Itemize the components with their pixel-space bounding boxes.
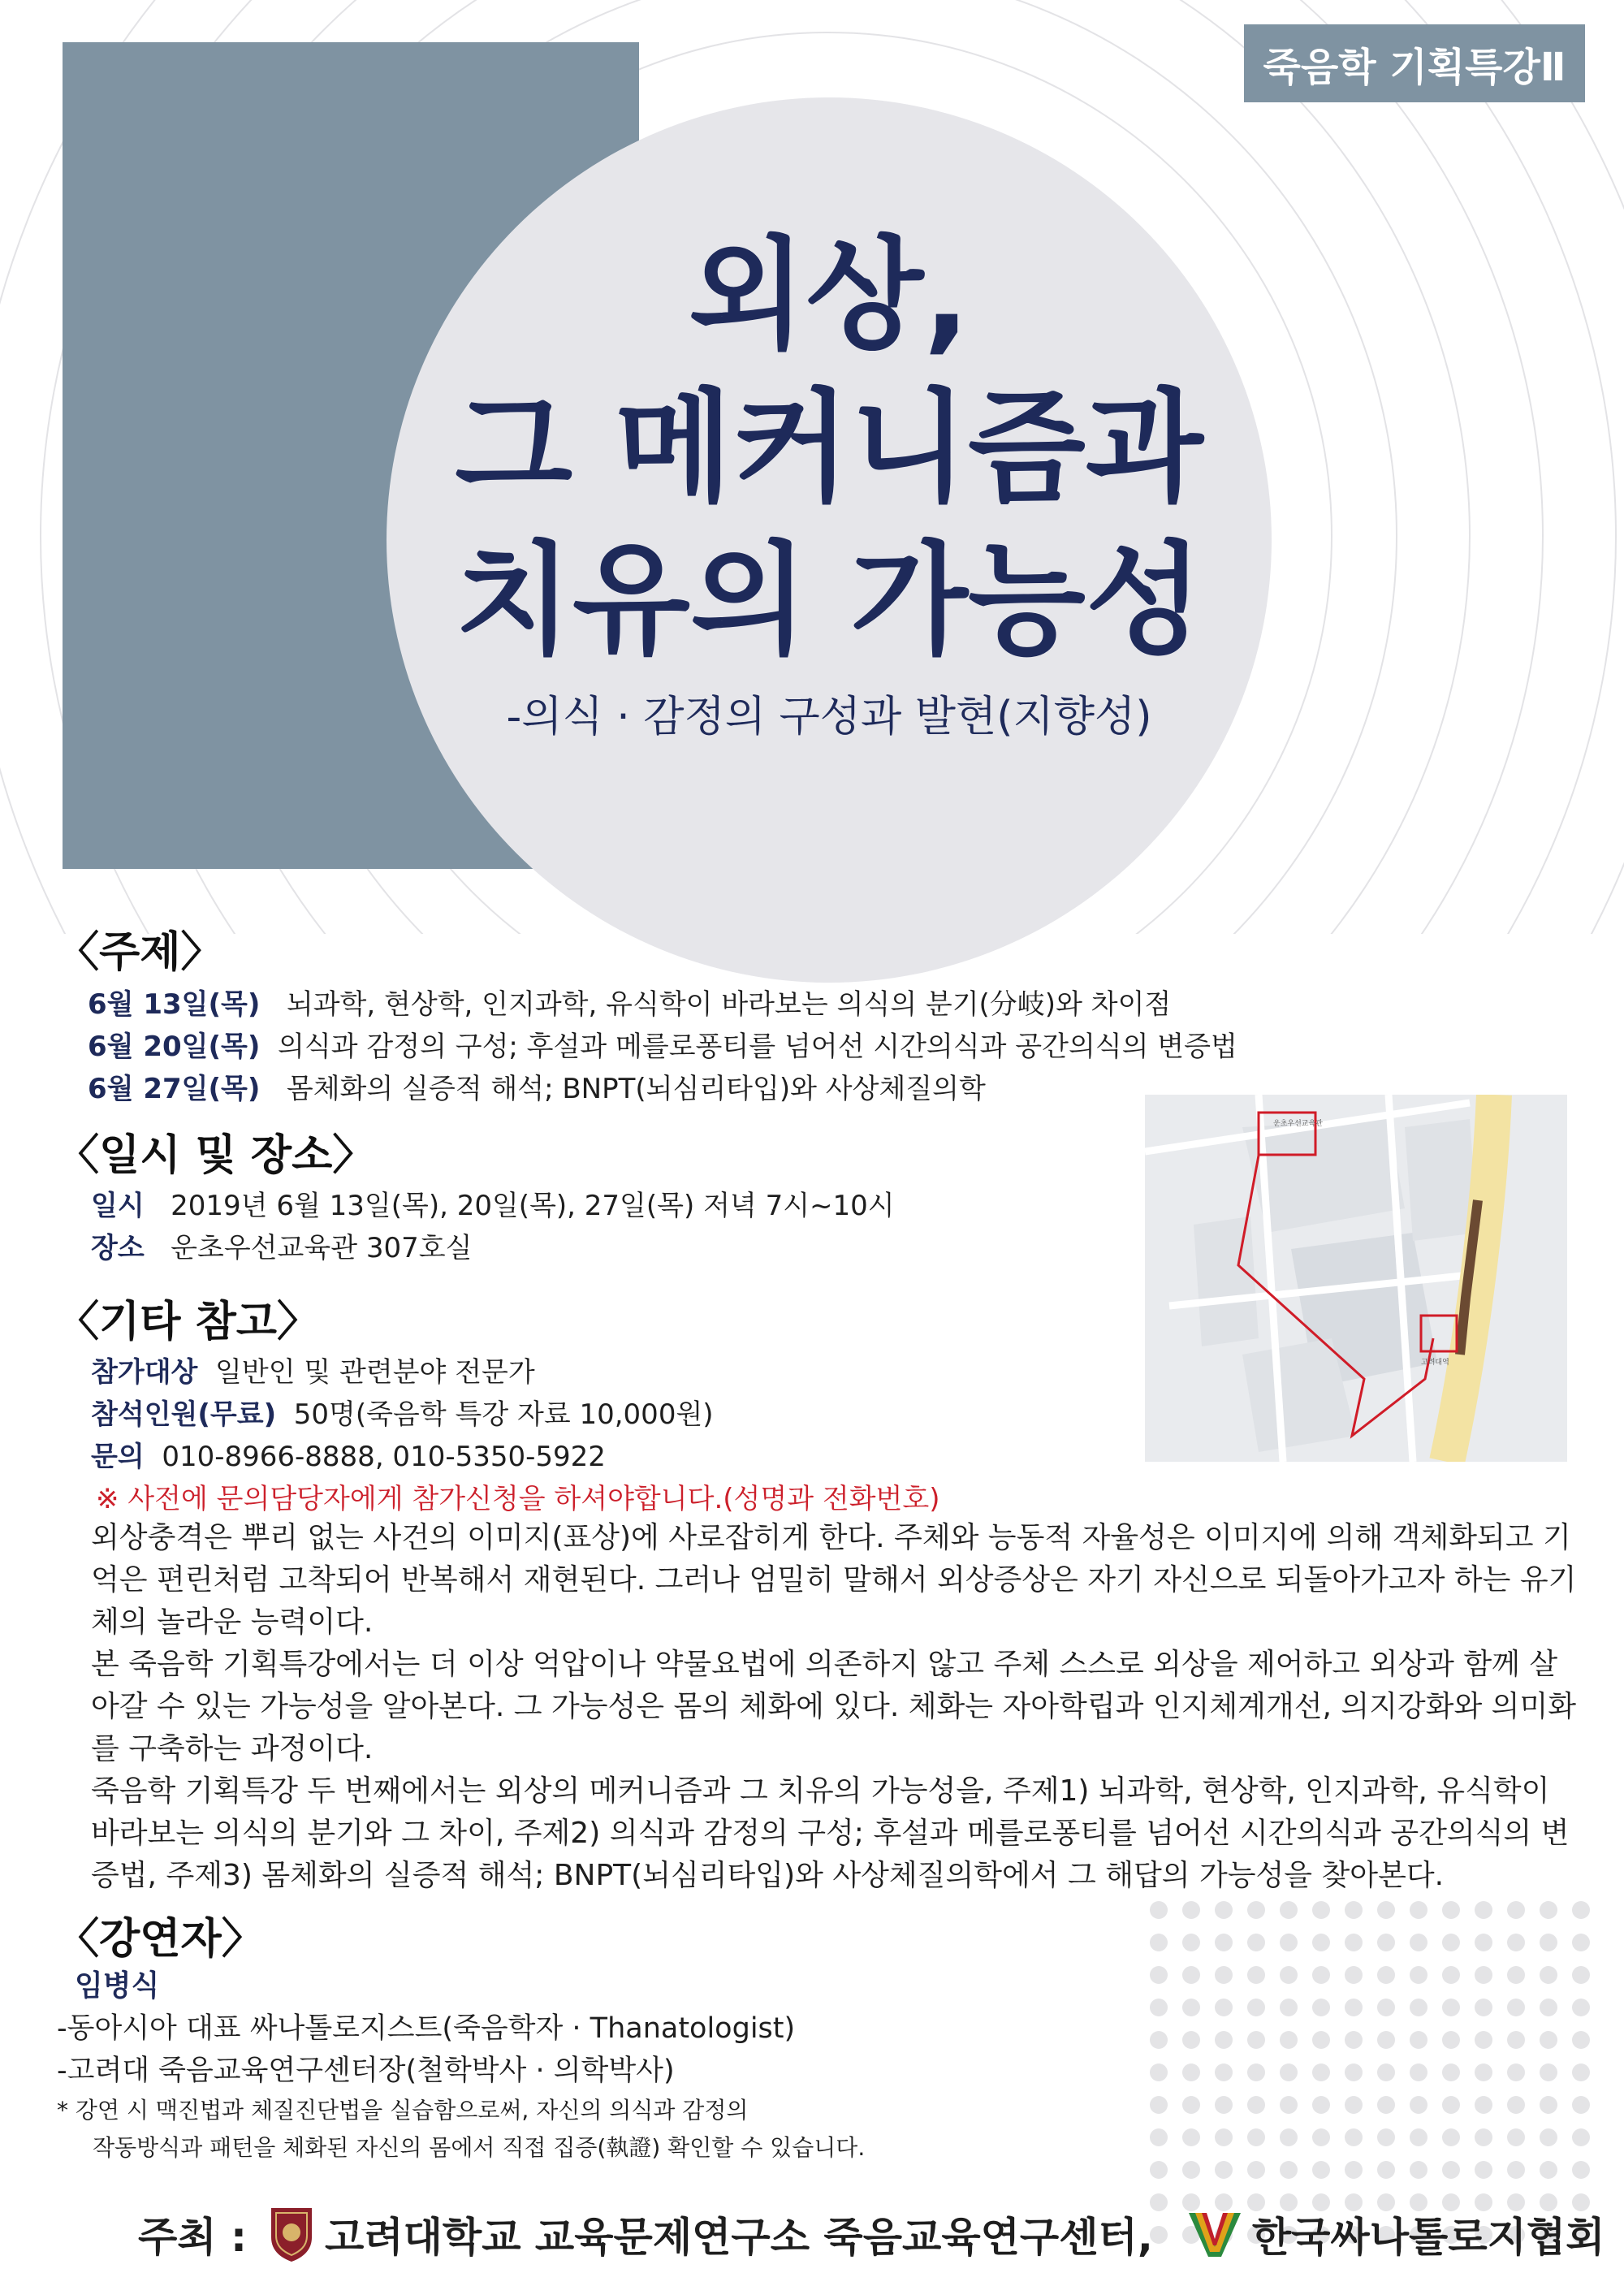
pattern-dot <box>1280 2096 1298 2114</box>
pattern-dot <box>1540 1999 1557 2016</box>
pattern-dot <box>1410 1901 1427 1919</box>
intro-paragraph: 외상충격은 뿌리 없는 사건의 이미지(표상)에 사로잡히게 한다. 주체와 능동적 자율성은 이미지에 의해 객체화되고 기억은 편린처럼 고착되어 반복해서 재현된다. 그러나 엄밀히 말해서 외상증상은 자기 자신으로 되돌아가고자 하는 유기체의 놀라운 능력이다. <box>91 1521 1577 1639</box>
pattern-dot <box>1507 1966 1525 1984</box>
pattern-dot <box>1247 2128 1265 2146</box>
topic-date: 6월 27일(목) <box>88 1073 261 1105</box>
schedule-section <box>57 1121 895 1269</box>
pattern-dot <box>1182 2161 1200 2179</box>
pattern-dot <box>1280 2063 1298 2081</box>
pattern-dot <box>1540 2031 1557 2049</box>
topic-row <box>88 1068 1237 1110</box>
pattern-dot <box>1215 1966 1233 1984</box>
pattern-dot <box>1442 1999 1460 2016</box>
host-label: 주최 : <box>138 2214 248 2261</box>
place-value: 운초우선교육관 307호실 <box>171 1232 473 1264</box>
host-org-2: 한국싸나톨로지협회 <box>1251 2214 1605 2261</box>
pattern-dot <box>1410 2063 1427 2081</box>
pattern-dot <box>1475 1934 1492 1951</box>
target-label: 참가대상 <box>91 1356 198 1389</box>
pattern-dot <box>1540 1934 1557 1951</box>
seats-value: 50명(죽음학 특강 자료 10,000원) <box>293 1398 714 1431</box>
title-line-1: 외상, <box>688 225 970 366</box>
pattern-dot <box>1572 2128 1590 2146</box>
notes-section <box>57 1287 940 1520</box>
pattern-dot <box>1247 1901 1265 1919</box>
time-value: 2019년 6월 13일(목), 20일(목), 27일(목) 저녁 7시~10시 <box>171 1190 895 1222</box>
speaker-name: 임병식 <box>75 1969 160 2003</box>
pattern-dot <box>1572 2031 1590 2049</box>
pattern-dot <box>1150 1901 1168 1919</box>
pattern-dot <box>1377 1966 1395 1984</box>
speaker-note: 작동방식과 패턴을 체화된 자신의 몸에서 직접 집증(執證) 확인할 수 있습니다. <box>93 2134 866 2161</box>
pattern-dot <box>1182 1999 1200 2016</box>
pattern-dot <box>1540 2161 1557 2179</box>
topics-heading: 〈주제〉 <box>57 928 223 977</box>
pattern-dot <box>1280 2128 1298 2146</box>
pattern-dot <box>1182 2128 1200 2146</box>
topic-date: 6월 13일(목) <box>88 988 261 1021</box>
pattern-dot <box>1442 2161 1460 2179</box>
pattern-dot <box>1507 2128 1525 2146</box>
pattern-dot <box>1475 2063 1492 2081</box>
pattern-dot <box>1345 1999 1363 2016</box>
pattern-dot <box>1247 2063 1265 2081</box>
pattern-dot <box>1182 2063 1200 2081</box>
pattern-dot <box>1182 2096 1200 2114</box>
pattern-dot <box>1312 2128 1330 2146</box>
pattern-dot <box>1280 1934 1298 1951</box>
host-org-1: 고려대학교 교육문제연구소 죽음교육연구센터, <box>325 2214 1153 2261</box>
notes-heading: 〈기타 참고〉 <box>57 1298 320 1346</box>
pattern-dot <box>1507 2031 1525 2049</box>
pattern-dot <box>1377 2031 1395 2049</box>
pattern-dot <box>1312 2161 1330 2179</box>
pattern-dot <box>1507 1934 1525 1951</box>
pattern-dot <box>1475 1966 1492 1984</box>
pattern-dot <box>1215 2031 1233 2049</box>
intro-paragraph: 본 죽음학 기획특강에서는 더 이상 억압이나 약물요법에 의존하지 않고 주체 스스로 외상을 제어하고 외상과 함께 살아갈 수 있는 가능성을 알아본다. 그 가능성은 몸의 체화에 있다. 체화는 자아학립과 인지체계개선, 의지강화와 의미화를 구축하는 과정이다. <box>91 1648 1577 1765</box>
pattern-dot <box>1215 2161 1233 2179</box>
pattern-dot <box>1377 1999 1395 2016</box>
pattern-dot <box>1377 2096 1395 2114</box>
pattern-dot <box>1345 2096 1363 2114</box>
korea-university-shield-icon <box>268 2205 315 2263</box>
schedule-time <box>91 1185 895 1227</box>
page-title <box>387 219 1272 677</box>
speaker-role: -고려대 죽음교육연구센터장(철학박사 · 의학박사) <box>57 2055 675 2087</box>
pattern-dot <box>1150 1999 1168 2016</box>
thanatology-association-logo-icon <box>1184 2210 1246 2258</box>
pattern-dot <box>1215 1901 1233 1919</box>
pattern-dot <box>1475 2128 1492 2146</box>
pattern-dot <box>1540 2128 1557 2146</box>
pattern-dot <box>1280 1966 1298 1984</box>
notes-seats <box>91 1394 940 1436</box>
intro-text <box>91 1517 1577 1897</box>
schedule-heading: 〈일시 및 장소〉 <box>57 1131 375 1180</box>
topics-section <box>57 918 1237 1110</box>
pattern-dot <box>1247 2096 1265 2114</box>
pattern-dot <box>1150 1966 1168 1984</box>
pattern-dot <box>1150 2063 1168 2081</box>
pattern-dot <box>1442 1934 1460 1951</box>
pattern-dot <box>1507 1901 1525 1919</box>
pattern-dot <box>1475 1901 1492 1919</box>
pattern-dot <box>1377 2161 1395 2179</box>
footer-hosts <box>138 2197 1605 2271</box>
place-label: 장소 <box>91 1232 145 1264</box>
pattern-dot <box>1150 2096 1168 2114</box>
pattern-dot <box>1540 1901 1557 1919</box>
pattern-dot <box>1345 2161 1363 2179</box>
pattern-dot <box>1475 2031 1492 2049</box>
location-map <box>1145 1095 1567 1462</box>
pattern-dot <box>1410 1999 1427 2016</box>
pattern-dot <box>1312 1999 1330 2016</box>
pattern-dot <box>1410 1934 1427 1951</box>
contact-label: 문의 <box>91 1441 145 1473</box>
title-line-2: 그 메커니즘과 <box>455 378 1203 519</box>
pattern-dot <box>1150 1934 1168 1951</box>
pattern-dot <box>1507 1999 1525 2016</box>
pattern-dot <box>1572 2161 1590 2179</box>
pattern-dot <box>1215 1999 1233 2016</box>
pattern-dot <box>1410 2128 1427 2146</box>
pattern-dot <box>1572 2063 1590 2081</box>
topic-text: 몸체화의 실증적 해석; BNPT(뇌심리타입)와 사상체질의학 <box>286 1073 986 1105</box>
pattern-dot <box>1312 2063 1330 2081</box>
pattern-dot <box>1345 1966 1363 1984</box>
pattern-dot <box>1247 1999 1265 2016</box>
pattern-dot <box>1540 1966 1557 1984</box>
series-badge: 죽음학 기획특강Ⅱ <box>1244 24 1585 102</box>
pattern-dot <box>1280 1901 1298 1919</box>
notes-contact <box>91 1436 940 1478</box>
pattern-dot <box>1215 2063 1233 2081</box>
pattern-dot <box>1410 2031 1427 2049</box>
pattern-dot <box>1215 1934 1233 1951</box>
pattern-dot <box>1540 2096 1557 2114</box>
topic-row <box>88 1026 1237 1068</box>
seats-label: 참석인원(무료) <box>91 1398 277 1431</box>
schedule-place <box>91 1227 895 1269</box>
pattern-dot <box>1312 1934 1330 1951</box>
pattern-dot <box>1442 2063 1460 2081</box>
pattern-dot <box>1410 2096 1427 2114</box>
pattern-dot <box>1410 2161 1427 2179</box>
pattern-dot <box>1410 1966 1427 1984</box>
pattern-dot <box>1345 1901 1363 1919</box>
pattern-dot <box>1312 1966 1330 1984</box>
pattern-dot <box>1377 1934 1395 1951</box>
pattern-dot <box>1572 1999 1590 2016</box>
pattern-dot <box>1540 2063 1557 2081</box>
pattern-dot <box>1377 1901 1395 1919</box>
pattern-dot <box>1345 1934 1363 1951</box>
pattern-dot <box>1280 2161 1298 2179</box>
pattern-dot <box>1442 2096 1460 2114</box>
pattern-dot <box>1215 2128 1233 2146</box>
topic-date: 6월 20일(목) <box>88 1031 261 1063</box>
pattern-dot <box>1247 1966 1265 1984</box>
pattern-dot <box>1345 2128 1363 2146</box>
pattern-dot <box>1572 1966 1590 1984</box>
title-line-3: 치유의 가능성 <box>455 530 1203 672</box>
pattern-dot <box>1312 2096 1330 2114</box>
notes-target <box>91 1351 940 1394</box>
pattern-dot <box>1442 1966 1460 1984</box>
contact-value: 010-8966-8888, 010-5350-5922 <box>162 1441 606 1473</box>
pattern-dot <box>1280 1999 1298 2016</box>
pattern-dot <box>1507 2063 1525 2081</box>
pattern-dot <box>1247 1934 1265 1951</box>
pattern-dot <box>1377 2128 1395 2146</box>
pattern-dot <box>1247 2161 1265 2179</box>
pattern-dot <box>1150 2161 1168 2179</box>
map-label-building: 운초우선교육관 <box>1273 1120 1323 1128</box>
pattern-dot <box>1182 1966 1200 1984</box>
pattern-dot <box>1150 2031 1168 2049</box>
pattern-dot <box>1442 2031 1460 2049</box>
pattern-dot <box>1442 2128 1460 2146</box>
pattern-dot <box>1572 2096 1590 2114</box>
speaker-role: -동아시아 대표 싸나톨로지스트(죽음학자 · Thanatologist) <box>57 2012 796 2045</box>
pattern-dot <box>1312 1901 1330 1919</box>
pattern-dot <box>1377 2063 1395 2081</box>
pattern-dot <box>1345 2031 1363 2049</box>
pattern-dot <box>1442 1901 1460 1919</box>
intro-paragraph: 죽음학 기획특강 두 번째에서는 외상의 메커니즘과 그 치유의 가능성을, 주제1) 뇌과학, 현상학, 인지과학, 유식학이 바라보는 의식의 분기와 그 차이, 주제2) 의식과 감정의 구성; 후설과 메를로퐁티를 넘어선 시간의식과 공간의식의 변증법, 주제3) 몸체화의 실증적 해석; BNPT(뇌심리타입)와 사상체질의학에서 그 해답의 가능성을 찾아본다. <box>91 1774 1570 1892</box>
pattern-dot <box>1182 2031 1200 2049</box>
pattern-dot <box>1182 1901 1200 1919</box>
topic-row <box>88 983 1237 1026</box>
pattern-dot <box>1150 2128 1168 2146</box>
pattern-dot <box>1247 2031 1265 2049</box>
speaker-heading: 〈강연자〉 <box>57 1915 264 1964</box>
subtitle: -의식 · 감정의 구성과 발현(지향성) <box>506 693 1152 741</box>
pattern-dot <box>1572 1934 1590 1951</box>
speaker-section <box>57 1904 865 2167</box>
pattern-dot <box>1345 2063 1363 2081</box>
pattern-dot <box>1312 2031 1330 2049</box>
pattern-dot <box>1507 2161 1525 2179</box>
topic-text: 의식과 감정의 구성; 후설과 메를로퐁티를 넘어선 시간의식과 공간의식의 변증법 <box>278 1031 1237 1063</box>
pattern-dot <box>1280 2031 1298 2049</box>
pattern-dot <box>1475 1999 1492 2016</box>
pattern-dot <box>1215 2096 1233 2114</box>
map-label-station: 고려대역 <box>1421 1359 1449 1367</box>
pattern-dot <box>1507 2096 1525 2114</box>
target-value: 일반인 및 관련분야 전문가 <box>215 1356 535 1389</box>
pattern-dot <box>1182 1934 1200 1951</box>
pattern-dot <box>1475 2096 1492 2114</box>
pattern-dot <box>1572 1901 1590 1919</box>
time-label: 일시 <box>91 1190 145 1222</box>
speaker-note: * 강연 시 맥진법과 체질진단법을 실습함으로써, 자신의 의식과 감정의 <box>57 2097 749 2124</box>
notes-warning: ※ 사전에 문의담당자에게 참가신청을 하셔야합니다.(성명과 전화번호) <box>96 1483 940 1515</box>
pattern-dot <box>1475 2161 1492 2179</box>
topic-text: 뇌과학, 현상학, 인지과학, 유식학이 바라보는 의식의 분기(分岐)와 차이점 <box>286 988 1172 1021</box>
